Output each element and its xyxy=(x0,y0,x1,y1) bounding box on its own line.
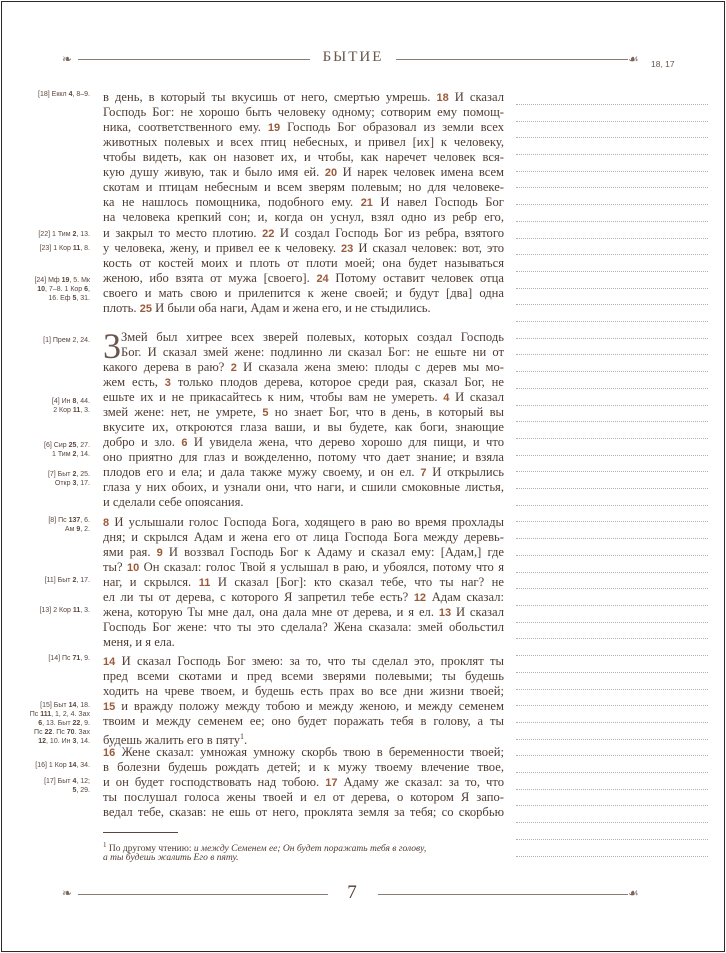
note-line xyxy=(516,839,708,840)
note-line xyxy=(516,438,708,439)
note-line xyxy=(516,538,708,539)
text-line: на человека крепкий сон; и, когда он уснул, взял одно из ребр его, xyxy=(103,210,504,224)
text-line: и он будет господствовать над тобою. 17 Адаму же сказал: за то, что xyxy=(103,775,504,789)
header-rule-right xyxy=(396,59,628,60)
text-line: будешь жалить его в пяту$^1$. xyxy=(103,732,248,748)
note-line xyxy=(516,321,708,322)
text-line: наг, и скрылся. 11 И сказал [Бог]: кто сказал тебе, что ты наг? не xyxy=(103,575,504,589)
note-line xyxy=(516,254,708,255)
cross-reference: 2 Кор 11, 3. xyxy=(53,407,90,414)
text-line: 8 И услышали голос Господа Бога, ходящего в раю во время прохлады xyxy=(103,515,504,529)
text-line: дня; и скрылся Адам и жена его от лица Господа Бога между деревь- xyxy=(103,530,504,544)
text-line: жем есть, 3 только плодов дерева, которое среди рая, сказал Бог, не xyxy=(103,375,504,389)
cross-reference: [4] Ин 8, 44. xyxy=(51,398,90,405)
note-line xyxy=(516,304,708,305)
note-line xyxy=(516,171,708,172)
header-rule-left xyxy=(78,59,310,60)
text-line: какого дерева в раю? 2 И сказала жена змею: плоды с дерев мы мо- xyxy=(103,360,504,374)
note-line xyxy=(516,689,708,690)
note-line xyxy=(516,705,708,706)
text-line: змей жене: нет, не умрете, 5 но знает Бог, что в день, в который вы xyxy=(103,405,504,419)
footer-rule-left xyxy=(78,894,328,895)
text-line: жена, которую Ты мне дал, она дала мне от дерева, и я ел. 13 И сказал xyxy=(103,605,504,619)
text-line: ходить на чреве твоем, и будешь есть прах во все дни жизни твоей; xyxy=(103,684,504,698)
note-line xyxy=(516,772,708,773)
text-line: Господь Бог: не хорошо быть человеку одному; сотворим ему помощ- xyxy=(103,105,504,119)
text-line: твоим и между семенем ее; оно будет поражать тебя в голову, а ты xyxy=(103,714,504,728)
note-line xyxy=(516,271,708,272)
cross-reference: [11] Быт 2, 17. xyxy=(44,577,90,584)
cross-reference: 12, 10. Ин 3, 14. xyxy=(38,738,90,745)
footer-ornament-left-icon: ❧ xyxy=(62,886,73,900)
text-line: оно приятно для глаз и вожделенно, потому что дает знание; и взяла xyxy=(103,450,504,464)
text-line: 14 И сказал Господь Бог змею: за то, что ты сделал это, проклят ты xyxy=(103,654,504,668)
text-line: 16 Жене сказал: умножая умножу скорбь твою в беременности твоей; xyxy=(103,745,504,759)
text-line: животных полевых и всех птиц небесных, и привел [их] к человеку, xyxy=(103,135,504,149)
cross-reference: Пс 111, 1, 2, 4. Зах xyxy=(29,711,90,718)
cross-reference: [24] Мф 19, 5. Мк xyxy=(34,277,90,284)
text-line: ты? 10 Он сказал: голос Твой я услышал в раю, и убоялся, потому что я xyxy=(103,560,504,574)
cross-reference: [22] 1 Тим 2, 13. xyxy=(38,231,90,238)
text-line: Змей был хитрее всех зверей полевых, которых создал Господь xyxy=(121,330,504,344)
cross-reference: Откр 3, 17. xyxy=(54,480,90,487)
note-line xyxy=(516,204,708,205)
note-line xyxy=(516,388,708,389)
note-line xyxy=(516,822,708,823)
note-line xyxy=(516,137,708,138)
note-line xyxy=(516,488,708,489)
text-line: ведал тебе, сказав: не ешь от него, проклята земля за тебя; со скорбью xyxy=(103,805,504,819)
note-line xyxy=(516,672,708,673)
text-line: ями рая. 9 И воззвал Господь Бог к Адаму и сказал ему: [Адам,] где xyxy=(103,545,504,559)
cross-reference: 10, 7–8. 1 Кор 6, xyxy=(37,286,90,293)
cross-reference: [6] Сир 25, 27. xyxy=(44,442,90,449)
cross-reference: [14] Пс 71, 9. xyxy=(48,655,90,662)
note-line xyxy=(516,789,708,790)
note-line xyxy=(516,288,708,289)
text-line: в болезни будешь рождать детей; и к мужу твоему влечение твое, xyxy=(103,760,504,774)
text-line: скотам и птицам небесным и всем зверям полевым; но для человеке- xyxy=(103,180,504,194)
note-line xyxy=(516,605,708,606)
cross-reference: [17] Быт 4, 12; xyxy=(44,778,90,785)
text-line: добро и зло. 6 И увидела жена, что дерево хорошо для пищи, и что xyxy=(103,435,504,449)
chapter-reference: 18, 17 xyxy=(651,59,675,69)
note-line xyxy=(516,739,708,740)
cross-reference: [16] 1 Кор 14, 34. xyxy=(35,762,90,769)
text-line: 15 и вражду положу между тобою и между женою, и между семенем xyxy=(103,699,504,713)
note-line xyxy=(516,555,708,556)
cross-reference: [7] Быт 2, 25. xyxy=(47,471,90,478)
text-line: вкусите их, откроются глаза ваши, и вы будете, как боги, знающие xyxy=(103,420,504,434)
note-line xyxy=(516,187,708,188)
note-line xyxy=(516,588,708,589)
text-line: своего и мать свою и прилепится к жене своей; и будут [два] одна xyxy=(103,286,504,300)
note-line xyxy=(516,521,708,522)
cross-reference: 1 Тим 2, 14. xyxy=(51,451,90,458)
text-line: кую душу живую, так и было имя ей. 20 И нарек человек имена всем xyxy=(103,165,504,179)
cross-reference: [8] Пс 137, 6. xyxy=(48,517,90,524)
cross-reference: 6, 13. Быт 22, 9. xyxy=(38,720,90,727)
note-line xyxy=(516,722,708,723)
text-line: плоть. 25 И были оба наги, Адам и жена его, и не стыдились. xyxy=(103,301,431,315)
cross-reference: [13] 2 Кор 11, 3. xyxy=(39,607,90,614)
footer-rule-right xyxy=(378,894,628,895)
note-line xyxy=(516,805,708,806)
note-line xyxy=(516,238,708,239)
text-line: пред всеми скотами и пред всеми зверями полевыми; ты будешь xyxy=(103,669,504,683)
header-ornament-right-icon: ☙ xyxy=(628,52,639,66)
note-line xyxy=(516,405,708,406)
note-line xyxy=(516,455,708,456)
cross-reference: 5, 29. xyxy=(72,787,90,794)
text-line: и сделали себе опоясания. xyxy=(103,495,244,509)
note-line xyxy=(516,371,708,372)
cross-reference: [15] Быт 14, 18. xyxy=(40,702,90,709)
text-line: и закрыл то место плотию. 22 И создал Господь Бог из ребра, взятого xyxy=(103,226,504,240)
note-line xyxy=(516,755,708,756)
note-line xyxy=(516,421,708,422)
note-line xyxy=(516,104,708,105)
text-line: чтобы видеть, как он назовет их, и чтобы, как наречет человек вся- xyxy=(103,150,504,164)
text-line: ты послушал голоса жены твоей и ел от дерева, о котором Я запо- xyxy=(103,790,504,804)
header-ornament-left-icon: ❧ xyxy=(62,52,73,66)
text-line: Господь Бог жене: что ты это сделала? Жена сказала: змей обольстил xyxy=(103,620,504,634)
note-line xyxy=(516,622,708,623)
page-title: БЫТИЕ xyxy=(322,49,384,65)
footer-ornament-right-icon: ☙ xyxy=(628,886,639,900)
chapter-number-dropcap: 3 xyxy=(103,326,121,366)
text-line: ел ли ты от дерева, с которого Я запретил тебе есть? 12 Адам сказал: xyxy=(103,590,504,604)
page-number: 7 xyxy=(347,882,357,903)
text-line: ка не нашлось помощника, подобного ему. 21 И навел Господь Бог xyxy=(103,195,504,209)
cross-reference: [1] Прем 2, 24. xyxy=(43,337,90,344)
note-line xyxy=(516,655,708,656)
note-line xyxy=(516,354,708,355)
text-line: ешьте их и не прикасайтесь к ним, чтобы вам не умереть. 4 И сказал xyxy=(103,390,504,404)
note-line xyxy=(516,572,708,573)
text-line: Бог. И сказал змей жене: подлинно ли сказал Бог: не ешьте ни от xyxy=(121,345,504,359)
note-line xyxy=(516,505,708,506)
text-line: в день, в который ты вкусишь от него, смертью умрешь. 18 И сказал xyxy=(103,90,504,104)
text-line: у человека, жену, и привел ее к человеку. 23 И сказал человек: вот, это xyxy=(103,241,504,255)
cross-reference: [18] Еккл 4, 8–9. xyxy=(38,91,90,98)
footnote-rule xyxy=(103,832,178,833)
text-line: ника, соответственного ему. 19 Господь Бог образовал из земли всех xyxy=(103,120,504,134)
note-line xyxy=(516,338,708,339)
text-line: кость от костей моих и плоть от плоти моей; она будет называться xyxy=(103,256,504,270)
note-line xyxy=(516,638,708,639)
text-line: женою, ибо взята от мужа [своего]. 24 Потому оставит человек отца xyxy=(103,271,504,285)
text-line: плодов его и ела; и дала также мужу своему, и он ел. 7 И открылись xyxy=(103,465,504,479)
footnote: $^1$ По другому чтению: и между Семенем ее; Он будет поражать тебя в голову, xyxy=(103,841,427,855)
note-line xyxy=(516,471,708,472)
cross-reference: Пс 22. Пс 70. Зах xyxy=(34,729,90,736)
footnote: а ты будешь жалить Его в пяту. xyxy=(103,853,239,863)
note-line xyxy=(516,221,708,222)
note-line xyxy=(516,154,708,155)
note-line xyxy=(516,856,708,857)
note-line xyxy=(516,121,708,122)
text-line: меня, и я ела. xyxy=(103,635,175,649)
cross-reference: [23] 1 Кор 11, 8. xyxy=(39,245,90,252)
text-line: глаза у них обоих, и узнали они, что наги, и сшили смоковные листья, xyxy=(103,480,504,494)
cross-reference: 16. Еф 5, 31. xyxy=(48,295,90,302)
cross-reference: Ам 9, 2. xyxy=(64,526,90,533)
